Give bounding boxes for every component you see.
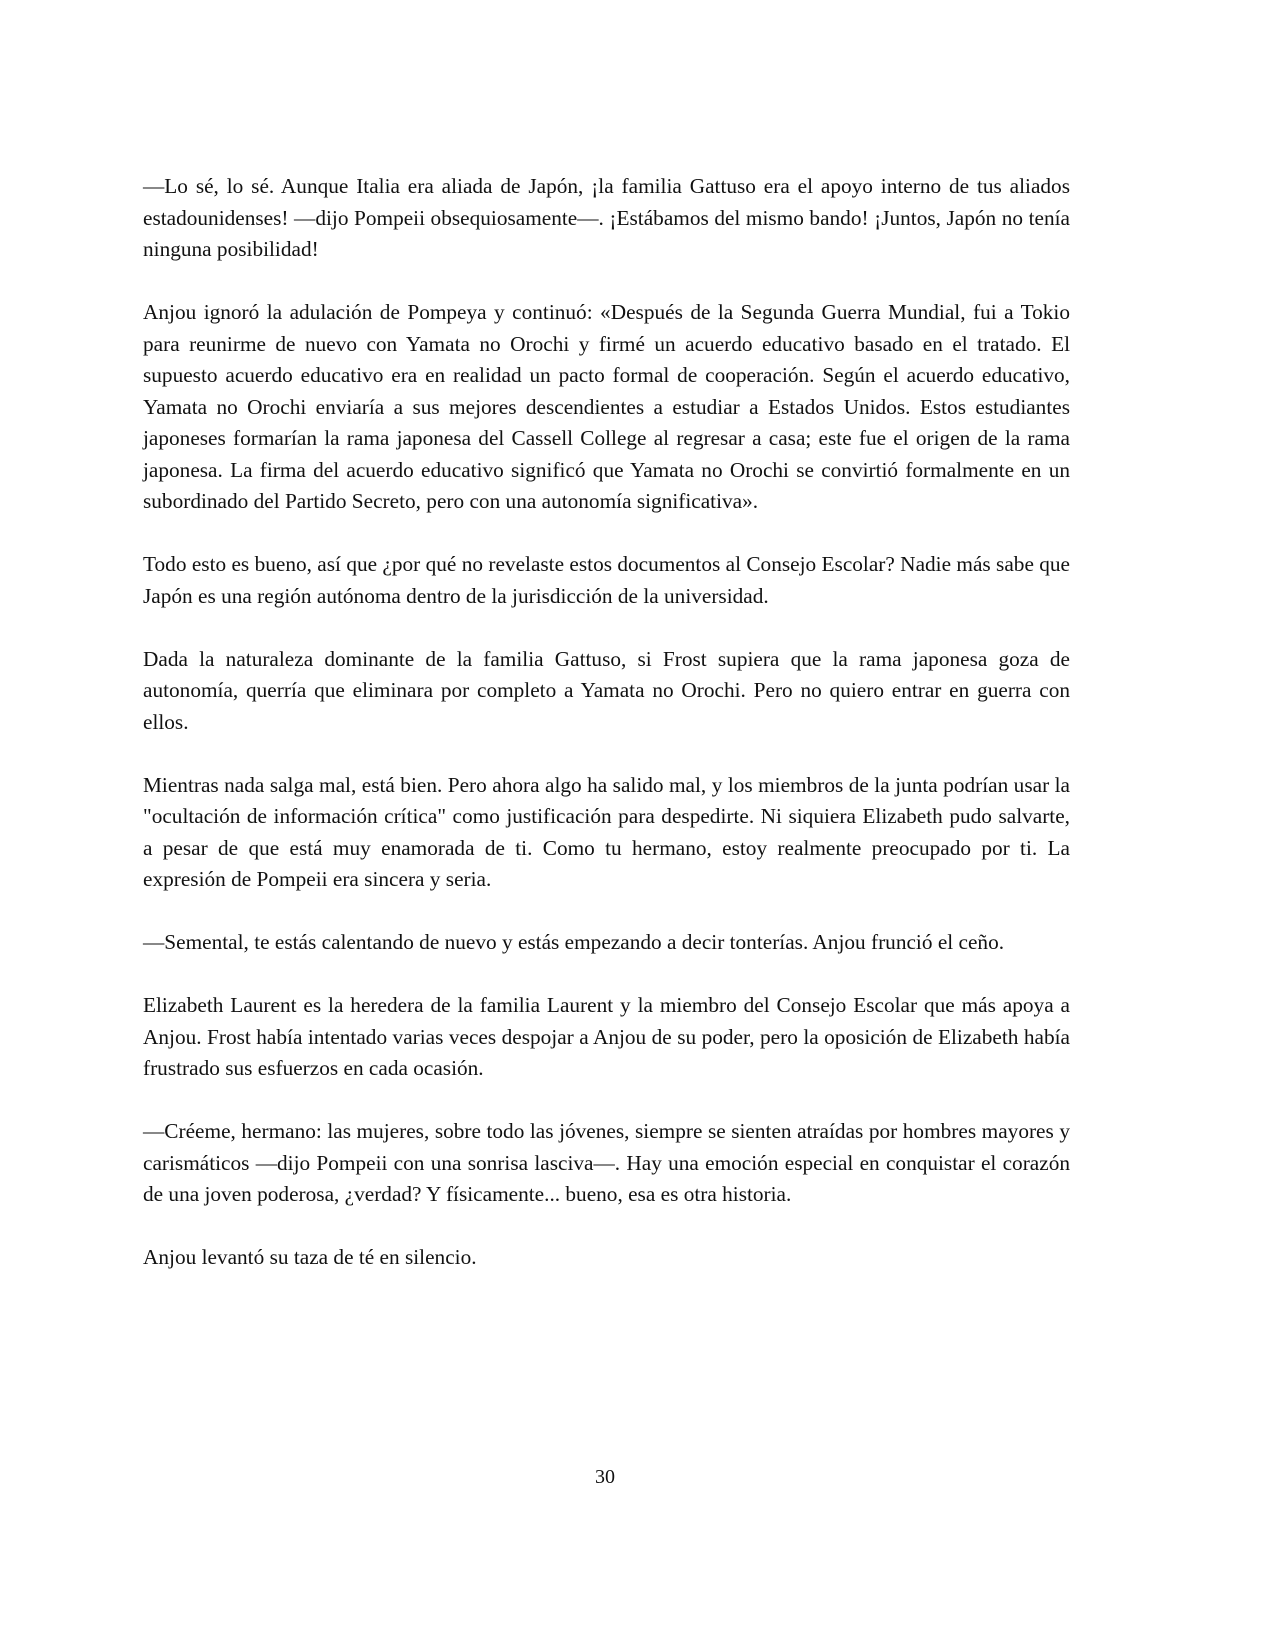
page-body: [143, 171, 1070, 1305]
paragraph: Anjou levantó su taza de té en silencio.: [143, 1245, 477, 1269]
paragraph: Mientras nada salga mal, está bien. Pero ahora algo ha salido mal, y los miembros de la junta podrían usar la "ocultación de información crítica" como justificación para despedirte. Ni siquiera Elizabeth pudo salvarte, a pesar de que está muy enamorada de ti. Como tu hermano, estoy realmente preocupado por ti. La expresión de Pompeii era sincera y seria.: [143, 772, 1070, 891]
paragraph: Elizabeth Laurent es la heredera de la familia Laurent y la miembro del Consejo Escolar que más apoya a Anjou. Frost había intentado varias veces despojar a Anjou de su poder, pero la oposición de Elizabeth había frustrado sus esfuerzos en cada ocasión.: [143, 993, 1070, 1080]
paragraph: —Lo sé, lo sé. Aunque Italia era aliada de Japón, ¡la familia Gattuso era el apoyo interno de tus aliados estadounidenses! —dijo Pompeii obsequiosamente—. ¡Estábamos del mismo bando! ¡Juntos, Japón no tenía ninguna posibilidad!: [143, 174, 1070, 261]
paragraph: —Créeme, hermano: las mujeres, sobre todo las jóvenes, siempre se sienten atraídas por hombres mayores y carismáticos —dijo Pompeii con una sonrisa lasciva—. Hay una emoción especial en conquistar el corazón de una joven poderosa, ¿verdad? Y físicamente... bueno, esa es otra historia.: [143, 1119, 1070, 1206]
paragraph: —Semental, te estás calentando de nuevo y estás empezando a decir tonterías. Anjou frunció el ceño.: [143, 930, 1005, 954]
paragraph: Todo esto es bueno, así que ¿por qué no revelaste estos documentos al Consejo Escolar? Nadie más sabe que Japón es una región autónoma dentro de la jurisdicción de la universidad.: [143, 552, 1070, 608]
paragraph: Dada la naturaleza dominante de la familia Gattuso, si Frost supiera que la rama japonesa goza de autonomía, querría que eliminara por completo a Yamata no Orochi. Pero no quiero entrar en guerra con ellos.: [143, 646, 1070, 734]
paragraph: Anjou ignoró la adulación de Pompeya y continuó: «Después de la Segunda Guerra Mundial, fui a Tokio para reunirme de nuevo con Yamata no Orochi y firmé un acuerdo educativo basado en el tratado. El supuesto acuerdo educativo era en realidad un pacto formal de cooperación. Según el acuerdo educativo, Yamata no Orochi enviaría a sus mejores descendientes a estudiar a Estados Unidos. Estos estudiantes japoneses formarían la rama japonesa del Cassell College al regresar a casa; este fue el origen de la rama japonesa. La firma del acuerdo educativo significó que Yamata no Orochi se convirtió formalmente en un subordinado del Partido Secreto, pero con una autonomía significativa».: [143, 300, 1070, 513]
page-number: 30: [595, 1466, 615, 1488]
